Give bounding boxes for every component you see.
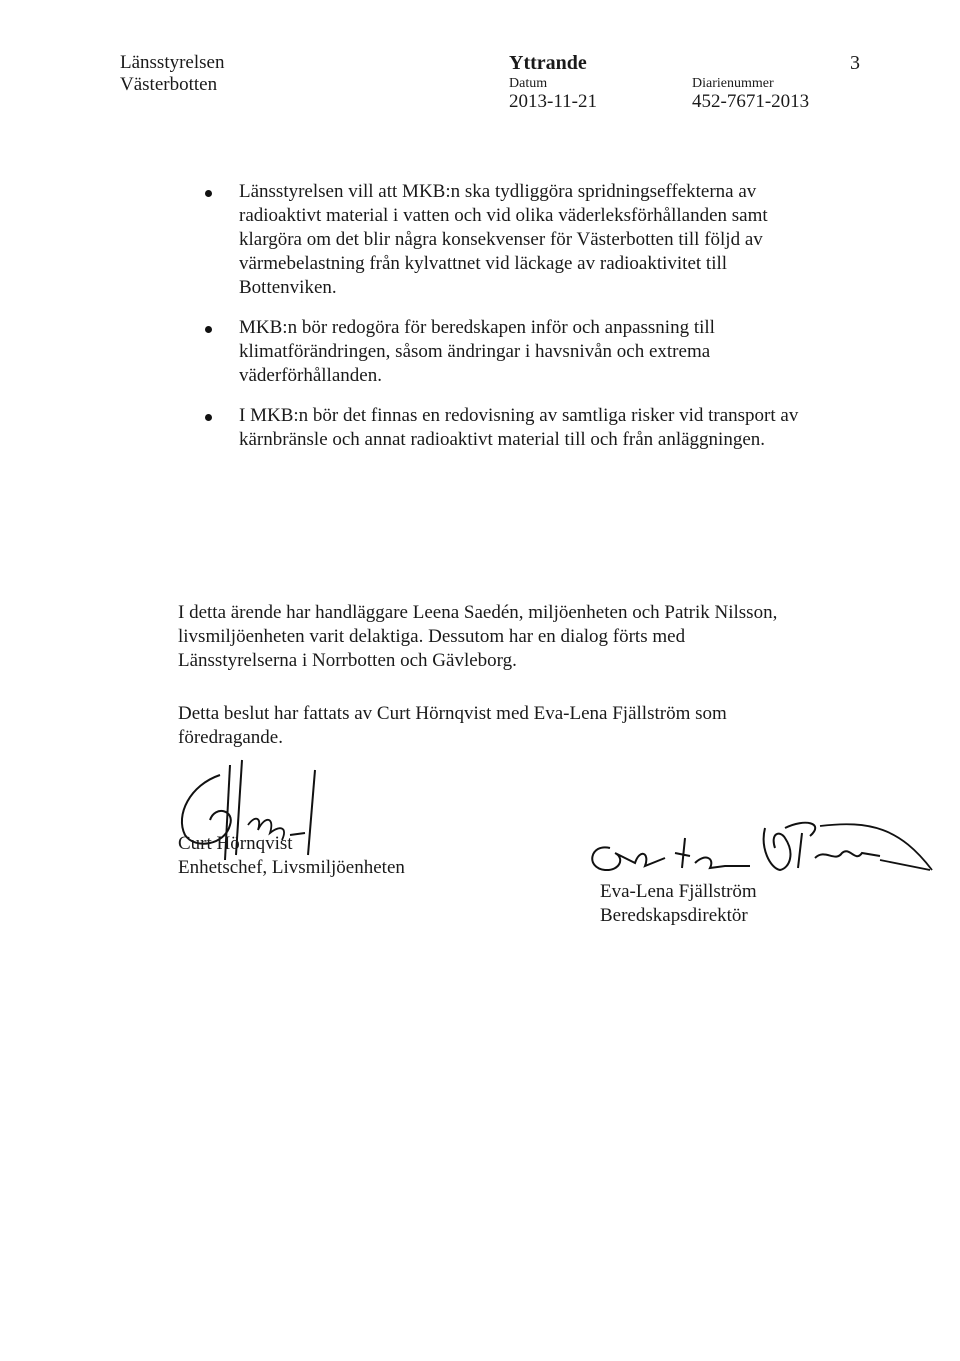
bullet-text: I MKB:n bör det finnas en redovisning av samtliga risker vid transport av kärnbränsle och annat radioaktivt material till och från anläggningen. (239, 405, 799, 450)
bullet-icon (205, 190, 212, 197)
bullet-text: Länsstyrelsen vill att MKB:n ska tydliggöra spridningseffekterna av radioaktivt material i vatten och vid olika väderleksförhållanden samt klargöra om det blir några konsekvenser för Västerbotten till följd av värmebelastning från kylvattnet vid läckage av radioaktivitet till Bottenviken. (239, 181, 768, 298)
list-item (205, 316, 805, 388)
date-label: Datum (509, 76, 548, 91)
signer2-name: Eva-Lena Fjällström (600, 881, 757, 902)
signer1-name: Curt Hörnqvist (178, 833, 293, 854)
document-type: Yttrande (509, 52, 587, 74)
signature-eva-lena-fjallstrom (580, 808, 940, 888)
signer-block-1 (178, 832, 405, 880)
page-number: 3 (850, 52, 860, 74)
signer1-title: Enhetschef, Livsmiljöenheten (178, 857, 405, 878)
case-handlers-paragraph: I detta ärende har handläggare Leena Saedén, miljöenheten och Patrik Nilsson, livsmiljöenheten varit delaktiga. Dessutom har en dialog förts med Länsstyrelserna i Norrbotten och Gävleborg. (178, 602, 778, 671)
requirements-list (205, 180, 805, 468)
organization-name (120, 52, 224, 96)
bullet-icon (205, 326, 212, 333)
bullet-icon (205, 414, 212, 421)
decision-paragraph: Detta beslut har fattats av Curt Hörnqvist med Eva-Lena Fjällström som föredragande. (178, 703, 727, 748)
signer2-title: Beredskapsdirektör (600, 905, 748, 926)
bullet-text: MKB:n bör redogöra för beredskapen inför och anpassning till klimatförändringen, såsom ändringar i havsnivån och extrema väderförhållanden. (239, 317, 715, 386)
signer-block-2 (600, 880, 757, 928)
registration-number: 452-7671-2013 (692, 91, 810, 112)
organization-line2: Västerbotten (120, 74, 218, 95)
list-item (205, 404, 805, 452)
registration-label: Diarienummer (692, 76, 774, 91)
organization-line1: Länsstyrelsen (120, 52, 225, 73)
date-value: 2013-11-21 (509, 91, 597, 112)
list-item (205, 180, 805, 300)
